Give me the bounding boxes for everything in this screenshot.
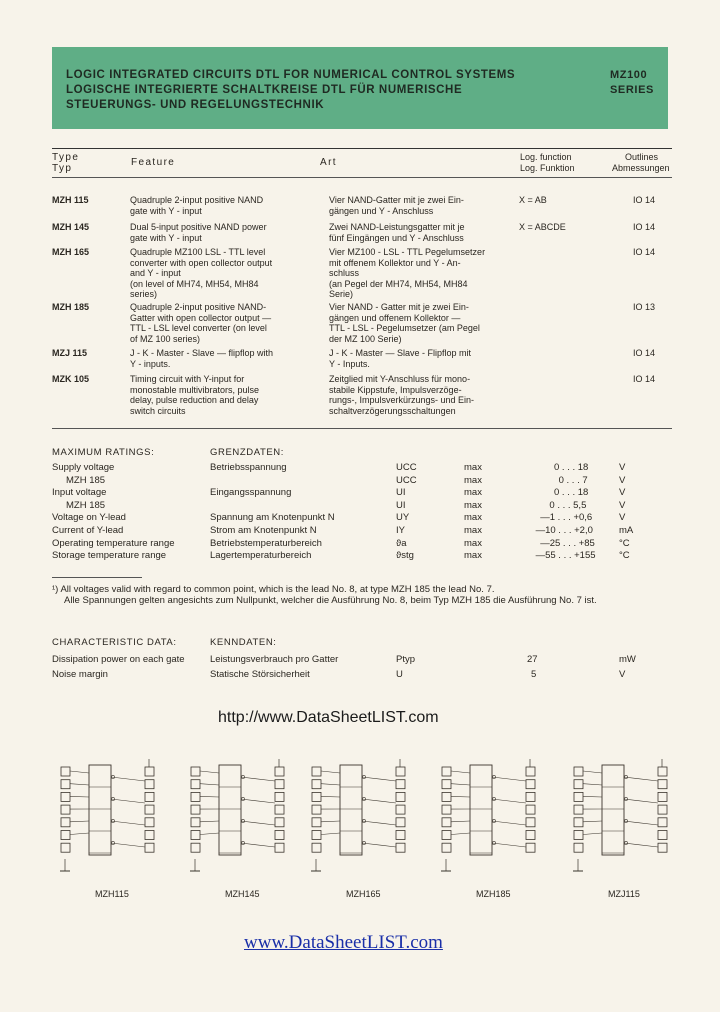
characteristic-heading-de: KENNDATEN: — [210, 637, 277, 648]
rating-de: Spannung am Knotenpunkt N — [210, 512, 335, 524]
gate-block-icon — [602, 765, 624, 855]
pin-icon — [442, 792, 451, 801]
char-row-de: Leistungsverbrauch pro Gatter — [210, 654, 339, 665]
pin-icon — [396, 843, 405, 852]
rating-lim: max — [464, 499, 482, 511]
row-type: MZH 115 — [52, 195, 89, 205]
schematic-icon — [436, 755, 546, 885]
char-row-en: Dissipation power on each gate — [52, 654, 185, 665]
row-outline: IO 14 — [633, 348, 656, 358]
rating-val: 0 . . . 7 — [558, 474, 588, 486]
footnote-rule — [52, 577, 142, 578]
pin-icon — [526, 818, 535, 827]
gate-block-icon — [470, 765, 492, 855]
rating-val: —1 . . . +0,6 — [540, 512, 593, 524]
pin-icon — [526, 843, 535, 852]
row-feature: Quadruple 2-input positive NAND- Gatter with open collector output — TTL - LSL level converter (on level of MZ 100 series) — [130, 302, 272, 344]
row-function: X = AB — [519, 195, 547, 205]
pin-icon — [61, 818, 70, 827]
schematic-icon — [185, 755, 295, 885]
pin-icon — [191, 805, 200, 814]
pin-icon — [526, 805, 535, 814]
series-label-2: SERIES — [610, 84, 654, 96]
col-header-type-de: Typ — [52, 163, 73, 174]
rating-unit: V — [619, 512, 626, 524]
pin-icon — [191, 792, 200, 801]
row-art: Vier NAND - Gatter mit je zwei Ein- gängen und offenem Kollektor — TTL - LSL - Pegelumsetzer (am Pegel der MZ 100 Serie) — [329, 302, 480, 344]
pin-icon — [442, 843, 451, 852]
pin-icon — [396, 767, 405, 776]
row-art: Vier MZ100 - LSL - TTL Pegelumsetzer mit offenem Kollektor und Y - An- schluss (an Pegel der MH74, MH54, MH84 Serie) — [329, 247, 486, 299]
row-outline: IO 14 — [633, 222, 656, 232]
gate-block-icon — [340, 765, 362, 855]
char-row-value: 5 — [531, 669, 537, 680]
pin-icon — [275, 831, 284, 840]
rating-lim: max — [464, 550, 482, 562]
schematic-icon — [55, 755, 165, 885]
pin-icon — [145, 805, 154, 814]
rating-sym: ϑstg — [396, 550, 414, 562]
col-header-out-de: Abmessungen — [612, 163, 670, 173]
row-art: Zeitglied mit Y-Anschluss für mono- stabile Kippstufe, Impulsverzöge- rungs-, Impulsverkürzungs- und Ein- schaltverzögerungsschaltungen — [329, 374, 475, 416]
pin-icon — [61, 831, 70, 840]
rating-unit: °C — [619, 550, 630, 562]
pin-icon — [396, 780, 405, 789]
rating-en: Storage temperature range — [52, 550, 167, 562]
pin-icon — [442, 767, 451, 776]
rating-en: Input voltage — [52, 487, 107, 499]
rating-val: 0 . . . 18 — [554, 462, 589, 473]
rating-de: Betriebsspannung — [210, 462, 287, 473]
pin-icon — [312, 818, 321, 827]
pin-icon — [275, 792, 284, 801]
pin-icon — [145, 843, 154, 852]
pin-icon — [574, 831, 583, 840]
pin-icon — [396, 792, 405, 801]
pin-icon — [658, 767, 667, 776]
diagram-label: MZH185 — [476, 889, 511, 899]
diagram-label: MZJ115 — [608, 889, 640, 899]
char-row-en: Noise margin — [52, 669, 108, 680]
row-art: Vier NAND-Gatter mit je zwei Ein- gängen und Y - Anschluss — [329, 195, 464, 216]
row-art: Zwei NAND-Leistungsgatter mit je fünf Eingängen und Y - Anschluss — [329, 222, 465, 243]
pin-icon — [312, 767, 321, 776]
row-feature: J - K - Master - Slave — flipflop with Y - inputs. — [130, 348, 274, 369]
rating-lim: max — [464, 474, 482, 486]
row-art: J - K - Master — Slave - Flipflop mit Y - Inputs. — [329, 348, 472, 369]
pin-icon — [526, 767, 535, 776]
rating-sym: UI — [396, 487, 406, 499]
pin-icon — [191, 843, 200, 852]
pin-icon — [442, 831, 451, 840]
pin-icon — [396, 831, 405, 840]
rating-de: Strom am Knotenpunkt N — [210, 525, 317, 536]
title-line-3: STEUERUNGS- UND REGELUNGSTECHNIK — [66, 99, 325, 111]
rating-val: 0 . . . 18 — [554, 487, 589, 499]
rating-en: MZH 185 — [66, 474, 106, 486]
row-type: MZH 185 — [52, 302, 90, 312]
pin-icon — [275, 843, 284, 852]
pin-icon — [275, 818, 284, 827]
watermark-url-top[interactable]: http://www.DataSheetLIST.com — [218, 709, 439, 726]
rating-val: —25 . . . +85 — [540, 537, 595, 549]
pin-icon — [61, 767, 70, 776]
footnote-line-1: ¹) All voltages valid with regard to common point, which is the lead No. 8, at type MZH 185 the lead No. 7. — [52, 584, 495, 595]
row-feature: Quadruple MZ100 LSL - TTL level converter with open collector output and Y - input (on level of MH74, MH54, MH84 series) — [130, 247, 273, 299]
row-type: MZJ 115 — [52, 348, 88, 358]
char-row-value: 27 — [527, 654, 538, 665]
pin-icon — [312, 792, 321, 801]
pin-icon — [526, 831, 535, 840]
row-feature: Dual 5-input positive NAND power gate with Y - input — [130, 222, 267, 243]
row-outline: IO 14 — [633, 374, 656, 384]
rating-en: Supply voltage — [52, 462, 115, 473]
pin-icon — [191, 780, 200, 789]
pin-icon — [658, 805, 667, 814]
rating-val: —55 . . . +155 — [535, 550, 596, 562]
row-type: MZH 165 — [52, 247, 90, 257]
char-row-unit: V — [619, 669, 626, 680]
rating-lim: max — [464, 525, 482, 536]
col-header-func-en: Log. function — [520, 152, 572, 162]
pin-icon — [574, 843, 583, 852]
pin-icon — [574, 818, 583, 827]
header-banner — [52, 47, 668, 129]
pin-icon — [275, 780, 284, 789]
col-header-out-en: Outlines — [625, 152, 659, 162]
rating-sym: UI — [396, 499, 406, 511]
char-row-symbol: Ptyp — [396, 654, 416, 665]
gate-block-icon — [219, 765, 241, 855]
footnote-line-2: Alle Spannungen gelten angesichts zum Nullpunkt, welcher die Ausführung No. 8, beim Typ MZH 185 die Ausführung No. 7 ist. — [64, 595, 597, 606]
pin-icon — [442, 818, 451, 827]
pin-icon — [275, 805, 284, 814]
pin-icon — [658, 843, 667, 852]
table-header-rule — [52, 177, 672, 178]
pin-icon — [658, 792, 667, 801]
pin-icon — [396, 818, 405, 827]
pin-icon — [61, 805, 70, 814]
rating-lim: max — [464, 487, 482, 499]
rating-lim: max — [464, 462, 482, 473]
row-type: MZK 105 — [52, 374, 90, 384]
pin-icon — [275, 767, 284, 776]
col-header-func-de: Log. Funktion — [520, 163, 575, 173]
row-function: X = ABCDE — [519, 222, 566, 232]
pin-icon — [61, 792, 70, 801]
schematic-icon — [306, 755, 416, 885]
pin-icon — [145, 792, 154, 801]
pin-icon — [191, 818, 200, 827]
rating-de: Lagertemperaturbereich — [210, 550, 312, 562]
rating-val: —10 . . . +2,0 — [535, 525, 593, 536]
rating-en: Operating temperature range — [52, 537, 175, 549]
col-header-art: Art — [320, 157, 337, 168]
pin-icon — [191, 767, 200, 776]
col-header-feature: Feature — [131, 157, 176, 168]
rating-en: Voltage on Y-lead — [52, 512, 126, 524]
char-row-symbol: U — [396, 669, 403, 680]
pin-icon — [61, 780, 70, 789]
rating-lim: max — [464, 512, 482, 524]
row-outline: IO 13 — [633, 302, 656, 312]
pin-icon — [526, 792, 535, 801]
rating-lim: max — [464, 537, 482, 549]
pin-icon — [526, 780, 535, 789]
ratings-heading-en: MAXIMUM RATINGS: — [52, 447, 155, 458]
pin-icon — [145, 831, 154, 840]
pin-icon — [574, 767, 583, 776]
title-line-1: LOGIC INTEGRATED CIRCUITS DTL FOR NUMERICAL CONTROL SYSTEMS — [66, 69, 516, 81]
schematic-icon — [568, 755, 678, 885]
pin-icon — [442, 805, 451, 814]
gate-block-icon — [89, 765, 111, 855]
watermark-url-bottom[interactable]: www.DataSheetLIST.com — [244, 932, 443, 953]
row-type: MZH 145 — [52, 222, 90, 232]
pin-icon — [658, 831, 667, 840]
rating-de: Eingangsspannung — [210, 487, 292, 499]
rating-en: Current of Y-lead — [52, 525, 124, 536]
rating-unit: mA — [619, 525, 634, 536]
rating-sym: UCC — [396, 462, 417, 473]
diagram-label: MZH115 — [95, 889, 129, 899]
pin-icon — [312, 805, 321, 814]
pin-icon — [574, 805, 583, 814]
char-row-unit: mW — [619, 654, 636, 665]
diagram-label: MZH145 — [225, 889, 260, 899]
pin-icon — [574, 780, 583, 789]
row-feature: Quadruple 2-input positive NAND gate with Y - input — [130, 195, 264, 216]
row-outline: IO 14 — [633, 247, 656, 257]
rating-unit: V — [619, 474, 626, 486]
rating-de: Betriebstemperaturbereich — [210, 537, 322, 549]
pin-icon — [442, 780, 451, 789]
pin-icon — [574, 792, 583, 801]
pin-icon — [312, 831, 321, 840]
rating-unit: V — [619, 487, 626, 499]
pin-icon — [312, 843, 321, 852]
pin-icon — [61, 843, 70, 852]
series-label-1: MZ100 — [610, 69, 648, 81]
table-bottom-rule — [52, 428, 672, 429]
ratings-heading-de: GRENZDATEN: — [210, 447, 284, 458]
diagram-label: MZH165 — [346, 889, 381, 899]
pin-icon — [145, 818, 154, 827]
pin-icon — [145, 767, 154, 776]
table-top-rule — [52, 148, 672, 149]
rating-sym: UY — [396, 512, 410, 524]
rating-en: MZH 185 — [66, 499, 106, 511]
pin-icon — [145, 780, 154, 789]
characteristic-heading-en: CHARACTERISTIC DATA: — [52, 637, 177, 648]
char-row-de: Statische Störsicherheit — [210, 669, 310, 680]
rating-unit: V — [619, 462, 626, 473]
row-outline: IO 14 — [633, 195, 656, 205]
pin-icon — [658, 818, 667, 827]
pin-icon — [396, 805, 405, 814]
rating-sym: UCC — [396, 474, 417, 486]
rating-sym: ϑa — [396, 537, 407, 549]
pin-icon — [312, 780, 321, 789]
rating-unit: °C — [619, 537, 630, 549]
rating-val: 0 . . . 5,5 — [549, 499, 587, 511]
row-feature: Timing circuit with Y-input for monostable multivibrators, pulse delay, pulse reduction and delay switch circuits — [130, 374, 260, 416]
pin-icon — [658, 780, 667, 789]
title-line-2: LOGISCHE INTEGRIERTE SCHALTKREISE DTL FÜR NUMERISCHE — [66, 84, 463, 96]
col-header-type-en: Type — [52, 152, 80, 163]
rating-unit: V — [619, 499, 626, 511]
rating-sym: IY — [396, 525, 405, 536]
pin-icon — [191, 831, 200, 840]
